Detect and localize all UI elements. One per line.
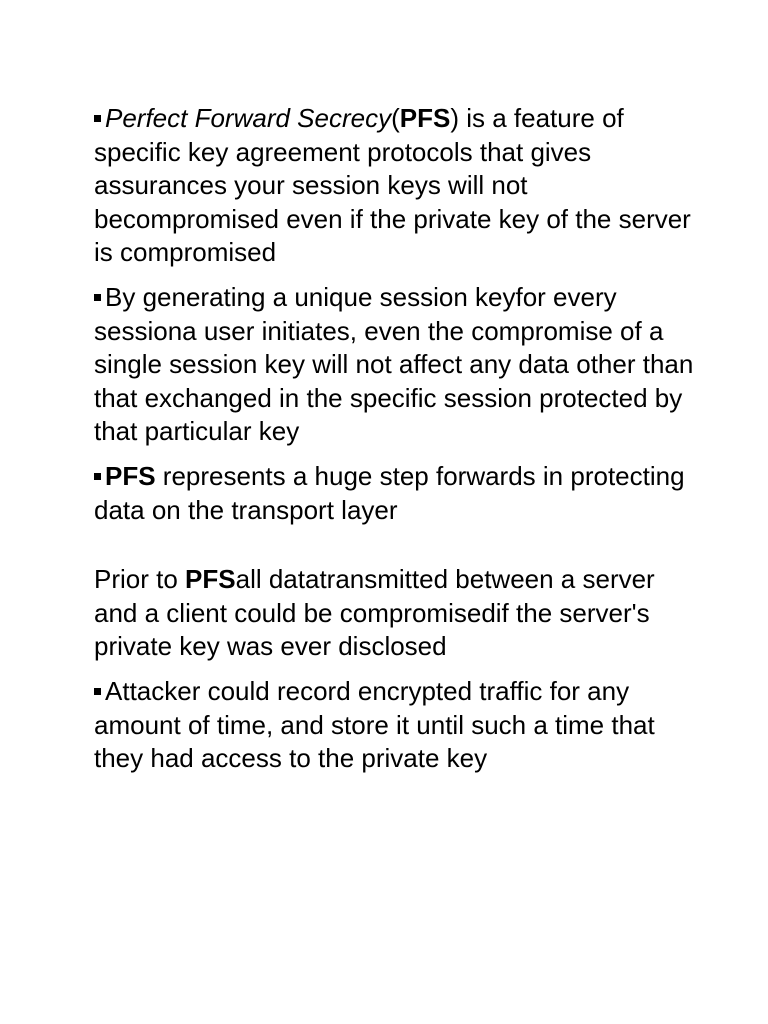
term-pfs: PFS — [105, 460, 156, 491]
text-run: Prior to — [94, 564, 186, 595]
paragraph-prior-to-pfs — [94, 563, 694, 664]
paragraph-attacker-record — [94, 675, 694, 776]
term-pfs: PFS — [185, 564, 236, 595]
document-page — [94, 102, 694, 776]
paragraph-unique-session-key — [94, 281, 694, 449]
paragraph-pfs-definition — [94, 102, 694, 270]
square-bullet-icon — [94, 115, 101, 122]
text-run: ( — [391, 103, 400, 133]
square-bullet-icon — [94, 473, 101, 480]
text-run: Attacker could record encrypted traffic for any amount of time, and store it until such a time that they had access to the private key — [94, 675, 655, 774]
paragraph-pfs-step-forward — [94, 460, 694, 527]
text-run: all datatransmitted between a server and a client could be compromisedif the server's private key was ever disclosed — [94, 564, 655, 662]
text-run: represents a huge step forwards in protecting data on the transport layer — [94, 460, 685, 525]
square-bullet-icon — [94, 688, 101, 695]
term-perfect-forward-secrecy: Perfect Forward Secrecy — [105, 103, 392, 133]
text-run: By generating a unique session keyfor every sessiona user initiates, even the compromise of a single session key will not affect any data other than that exchanged in the specific session protected by that particular key — [94, 281, 694, 447]
text-run: ) is a feature of specific key agreement protocols that gives assurances your session keys will not becompromised even if the private key of the server is compromised — [94, 103, 691, 268]
square-bullet-icon — [94, 294, 101, 301]
term-pfs: PFS — [399, 103, 451, 133]
